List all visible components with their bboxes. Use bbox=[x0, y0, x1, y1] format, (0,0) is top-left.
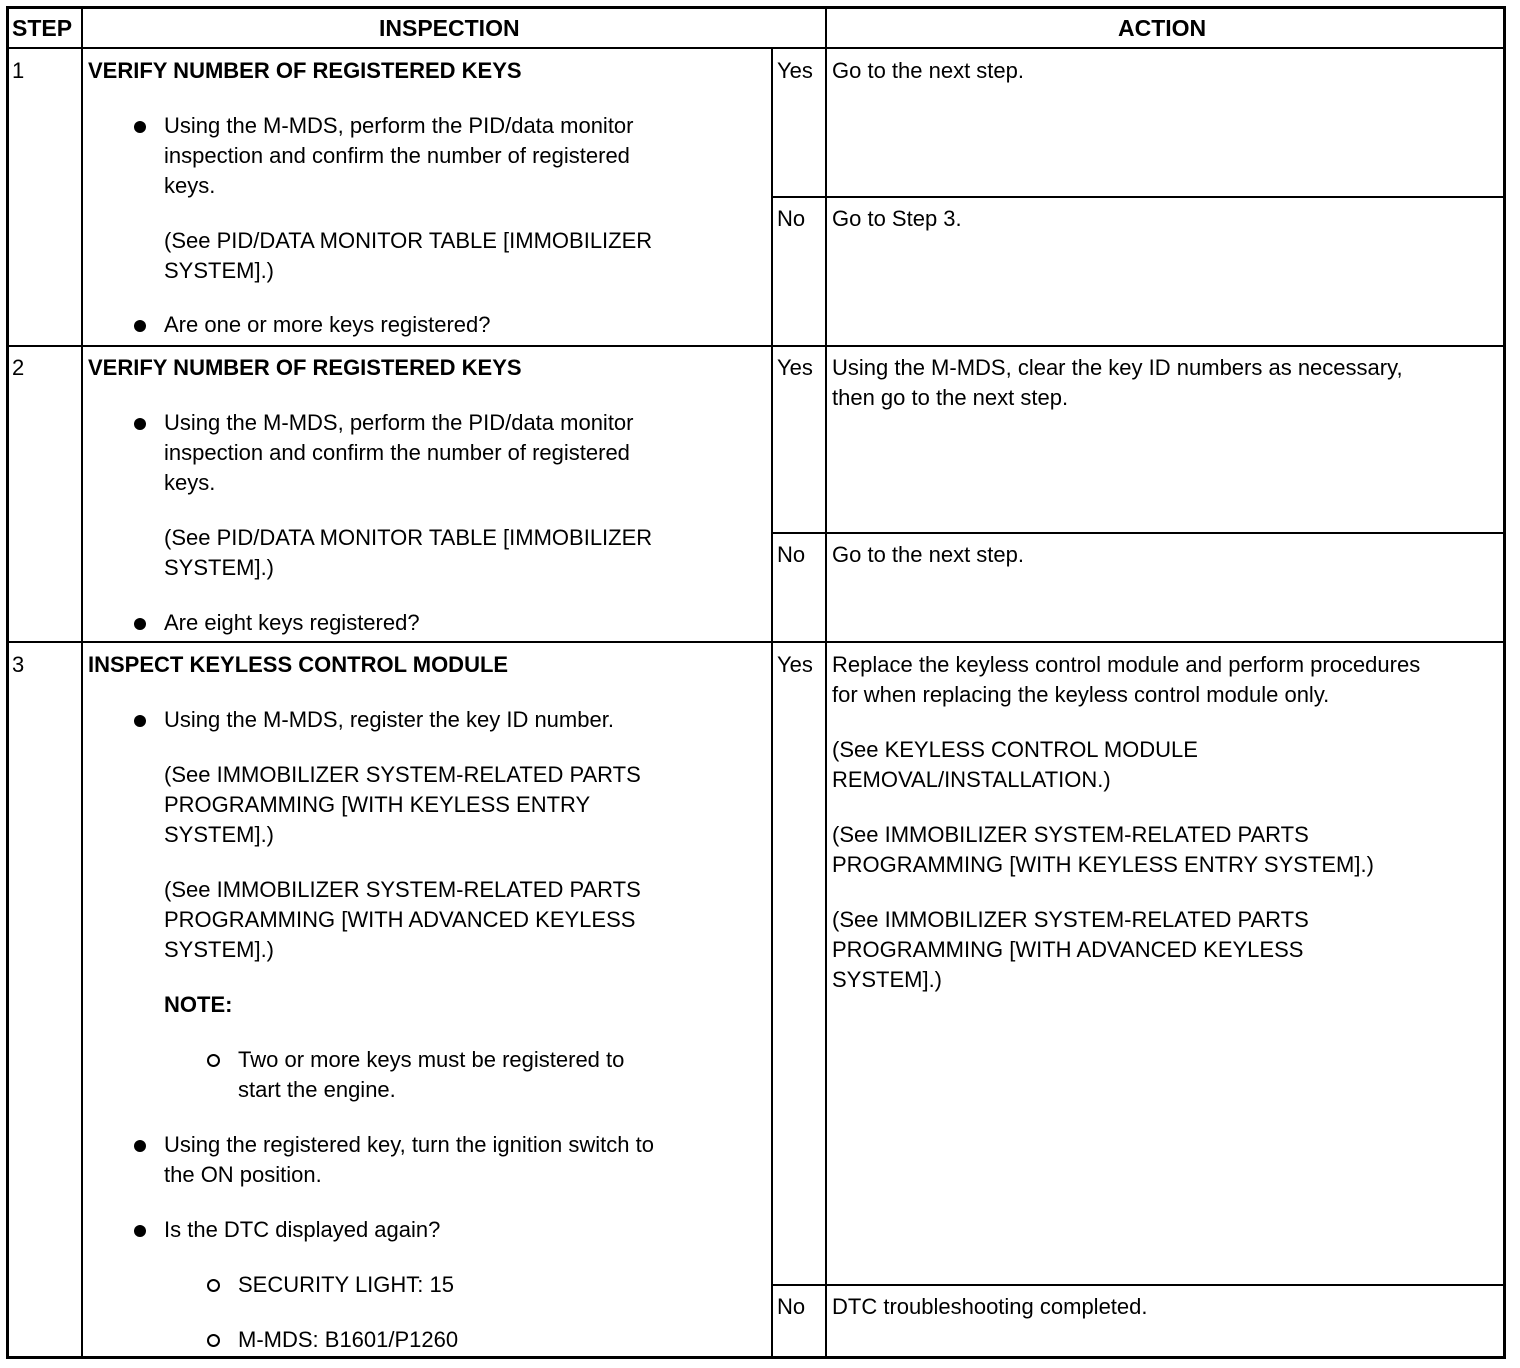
yes-action: Replace the keyless control module and perform procedures bbox=[832, 652, 1421, 677]
bullet-text: Using the M-MDS, register the key ID number. bbox=[164, 707, 614, 732]
bullet-text: keys. bbox=[164, 173, 216, 198]
step-number: 2 bbox=[12, 355, 25, 380]
divider-row1-yesno bbox=[771, 196, 1506, 198]
bullet-icon bbox=[134, 1140, 146, 1152]
see-reference: REMOVAL/INSTALLATION.) bbox=[832, 767, 1111, 792]
step-number: 3 bbox=[12, 652, 25, 677]
bullet-text: inspection and confirm the number of registered bbox=[164, 143, 630, 168]
bullet-icon bbox=[134, 1225, 146, 1237]
yes-action: Go to the next step. bbox=[832, 58, 1025, 83]
step-title: INSPECT KEYLESS CONTROL MODULE bbox=[88, 652, 509, 677]
bullet-text: Using the registered key, turn the ignition switch to bbox=[164, 1132, 654, 1157]
step-title: VERIFY NUMBER OF REGISTERED KEYS bbox=[88, 58, 522, 83]
yes-label: Yes bbox=[777, 58, 813, 83]
sub-bullet-icon bbox=[207, 1334, 220, 1347]
see-reference: (See PID/DATA MONITOR TABLE [IMMOBILIZER bbox=[164, 525, 653, 550]
bullet-icon bbox=[134, 418, 146, 430]
divider-row2-yesno bbox=[771, 532, 1506, 534]
bullet-text: Using the M-MDS, perform the PID/data monitor bbox=[164, 113, 634, 138]
sub-bullet-text: SECURITY LIGHT: 15 bbox=[238, 1272, 454, 1297]
note-text: start the engine. bbox=[238, 1077, 396, 1102]
divider-step bbox=[81, 6, 83, 1359]
see-reference: (See IMMOBILIZER SYSTEM-RELATED PARTS bbox=[832, 907, 1309, 932]
sub-bullet-icon bbox=[207, 1054, 220, 1067]
sub-bullet-icon bbox=[207, 1279, 220, 1292]
see-reference: SYSTEM].) bbox=[164, 555, 275, 580]
sub-bullet-text: M-MDS: B1601/P1260 bbox=[238, 1327, 459, 1352]
no-label: No bbox=[777, 542, 806, 567]
see-reference: SYSTEM].) bbox=[164, 258, 275, 283]
see-reference: (See IMMOBILIZER SYSTEM-RELATED PARTS bbox=[164, 762, 641, 787]
see-reference: PROGRAMMING [WITH ADVANCED KEYLESS bbox=[832, 937, 1304, 962]
bullet-text: keys. bbox=[164, 470, 216, 495]
divider-row2 bbox=[6, 641, 1506, 643]
header-action: ACTION bbox=[1118, 15, 1207, 41]
see-reference: SYSTEM].) bbox=[832, 967, 943, 992]
bullet-icon bbox=[134, 715, 146, 727]
step-number: 1 bbox=[12, 58, 25, 83]
no-action: Go to the next step. bbox=[832, 542, 1025, 567]
yes-action: Using the M-MDS, clear the key ID numbers as necessary, bbox=[832, 355, 1403, 380]
yes-label: Yes bbox=[777, 355, 813, 380]
bullet-icon bbox=[134, 121, 146, 133]
see-reference: (See IMMOBILIZER SYSTEM-RELATED PARTS bbox=[164, 877, 641, 902]
see-reference: (See KEYLESS CONTROL MODULE bbox=[832, 737, 1198, 762]
divider-row3-yesno bbox=[771, 1284, 1506, 1286]
header-inspection: INSPECTION bbox=[379, 15, 520, 41]
divider-header bbox=[6, 47, 1506, 49]
step-title: VERIFY NUMBER OF REGISTERED KEYS bbox=[88, 355, 522, 380]
bullet-text: the ON position. bbox=[164, 1162, 322, 1187]
bullet-text: Is the DTC displayed again? bbox=[164, 1217, 441, 1242]
note-text: Two or more keys must be registered to bbox=[238, 1047, 625, 1072]
see-reference: PROGRAMMING [WITH KEYLESS ENTRY bbox=[164, 792, 591, 817]
bullet-icon bbox=[134, 618, 146, 630]
no-action: Go to Step 3. bbox=[832, 206, 962, 231]
bullet-text: Are one or more keys registered? bbox=[164, 312, 491, 337]
see-reference: SYSTEM].) bbox=[164, 937, 275, 962]
bullet-text: inspection and confirm the number of registered bbox=[164, 440, 630, 465]
divider-row1 bbox=[6, 345, 1506, 347]
bullet-text: Are eight keys registered? bbox=[164, 610, 420, 635]
note-label: NOTE: bbox=[164, 992, 233, 1017]
no-label: No bbox=[777, 206, 806, 231]
divider-yesno bbox=[771, 48, 773, 1359]
no-label: No bbox=[777, 1294, 806, 1319]
see-reference: PROGRAMMING [WITH KEYLESS ENTRY SYSTEM].) bbox=[832, 852, 1374, 877]
divider-action bbox=[825, 6, 827, 1359]
header-step: STEP bbox=[12, 15, 73, 41]
see-reference: PROGRAMMING [WITH ADVANCED KEYLESS bbox=[164, 907, 636, 932]
no-action: DTC troubleshooting completed. bbox=[832, 1294, 1148, 1319]
yes-action: for when replacing the keyless control module only. bbox=[832, 682, 1330, 707]
yes-label: Yes bbox=[777, 652, 813, 677]
yes-action: then go to the next step. bbox=[832, 385, 1069, 410]
bullet-text: Using the M-MDS, perform the PID/data monitor bbox=[164, 410, 634, 435]
see-reference: SYSTEM].) bbox=[164, 822, 275, 847]
see-reference: (See IMMOBILIZER SYSTEM-RELATED PARTS bbox=[832, 822, 1309, 847]
see-reference: (See PID/DATA MONITOR TABLE [IMMOBILIZER bbox=[164, 228, 653, 253]
bullet-icon bbox=[134, 320, 146, 332]
